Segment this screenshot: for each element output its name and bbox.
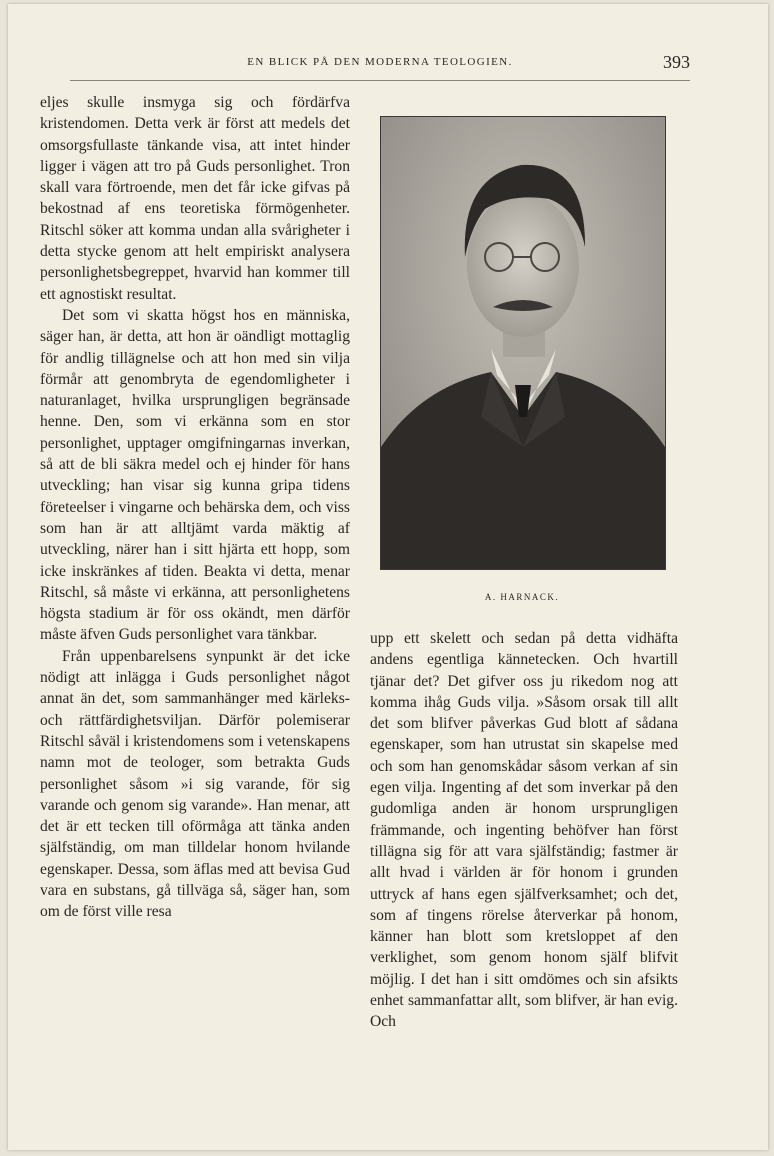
portrait-figure xyxy=(380,116,664,602)
left-text-column xyxy=(40,92,350,923)
paragraph: Från uppenbarelsens synpunkt är det icke nödigt att inlägga i Guds personlighet något annat än det, som sammanhänger med kärleks- och rättfärdighetsviljan. Därför polemiserar Ritschl såväl i kristendomens som i vetenskapens namn mot de teologer, som betrakta Guds personlighet såsom »i sig varande, för sig varande och genom sig varande». Han menar, att det är ett tecken till oförmåga att tänka anden själfständig, om man tilldelar honom hvilande egenskaper. Dessa, som äflas med att bevisa Gud vara en substans, gå tillväga så, säger han, som om de först ville resa xyxy=(40,647,350,921)
page-header xyxy=(70,52,690,81)
paragraph: eljes skulle insmyga sig och fördärfva kristendomen. Detta verk är först att medels det omsorgsfullaste tänkande visa, att intet hinder ligger i vägen att tro på Guds personlighet. Tron skall vara förtroende, men det får icke gifvas på bekostnad af ens teoretiska förmögenheter. Ritschl söker att komma undan alla svårigheter i detta stycke genom att helt empiriskt analysera personlighetsbegreppet, hvarvid han kommer till ett agnostiskt resultat. xyxy=(40,94,350,303)
page-number: 393 xyxy=(663,52,690,72)
right-text-column xyxy=(370,628,678,1033)
portrait-caption: A. HARNACK. xyxy=(484,592,560,602)
paragraph: upp ett skelett och sedan på detta vidhäfta andens egentliga kännetecken. Och hvartill tjänar det? Det gifver oss ju rikedom nog att komma ihåg Guds vilja. »Såsom orsak till allt det som blifver påverkas Gud blott af sådana egenskaper, som han utrustat sin skapelse med och som han genomskådar såsom verkan af sin egen vilja. Ingenting af det som inverkar på den gudomliga anden är honom ursprungligen främmande, och ingenting behöfver han först tillägna sig för att vara själfständig; fastmer är allt hvad i världen är för honom i grunden uttryck af hans egen själfverksamhet; och det, som af tingens rörelse återverkar på honom, känner han blott som kretsloppet af den verklighet, som genom honom själf blifvit möjlig. I det han i sitt omdömes och sin afsikts enhet sammanfattar allt, som blifver, är han evig. Och xyxy=(370,630,678,1031)
running-title: EN BLICK PÅ DEN MODERNA TEOLOGIEN. xyxy=(247,56,513,68)
book-page xyxy=(8,4,768,1150)
paragraph: Det som vi skatta högst hos en människa, säger han, är detta, att hon är oändligt mottaglig för andlig tillägnelse och att hon med sin vilja förmår att genombryta de egendomligheter i naturanlaget, hvilka ursprungligen begränsade henne. Den, som vi erkänna som en stor personlighet, upptager omgifningarnas inverkan, så att de bli säkra medel och ej hinder för hans utveckling; han visar sig kunna gripa tidens företeelser i vingarne och behärska dem, och viss som han är att alltjämt varda mäktig af utveckling, närer han i sitt hjärta ett hopp, som icke inskränkes af tiden. Beakta vi detta, menar Ritschl, så måste vi erkänna, att personlighetens högsta stadium är för oss okändt, men därför måste äfven Guds personlighet vara tänkbar. xyxy=(40,306,350,644)
portrait-photo xyxy=(380,116,666,570)
